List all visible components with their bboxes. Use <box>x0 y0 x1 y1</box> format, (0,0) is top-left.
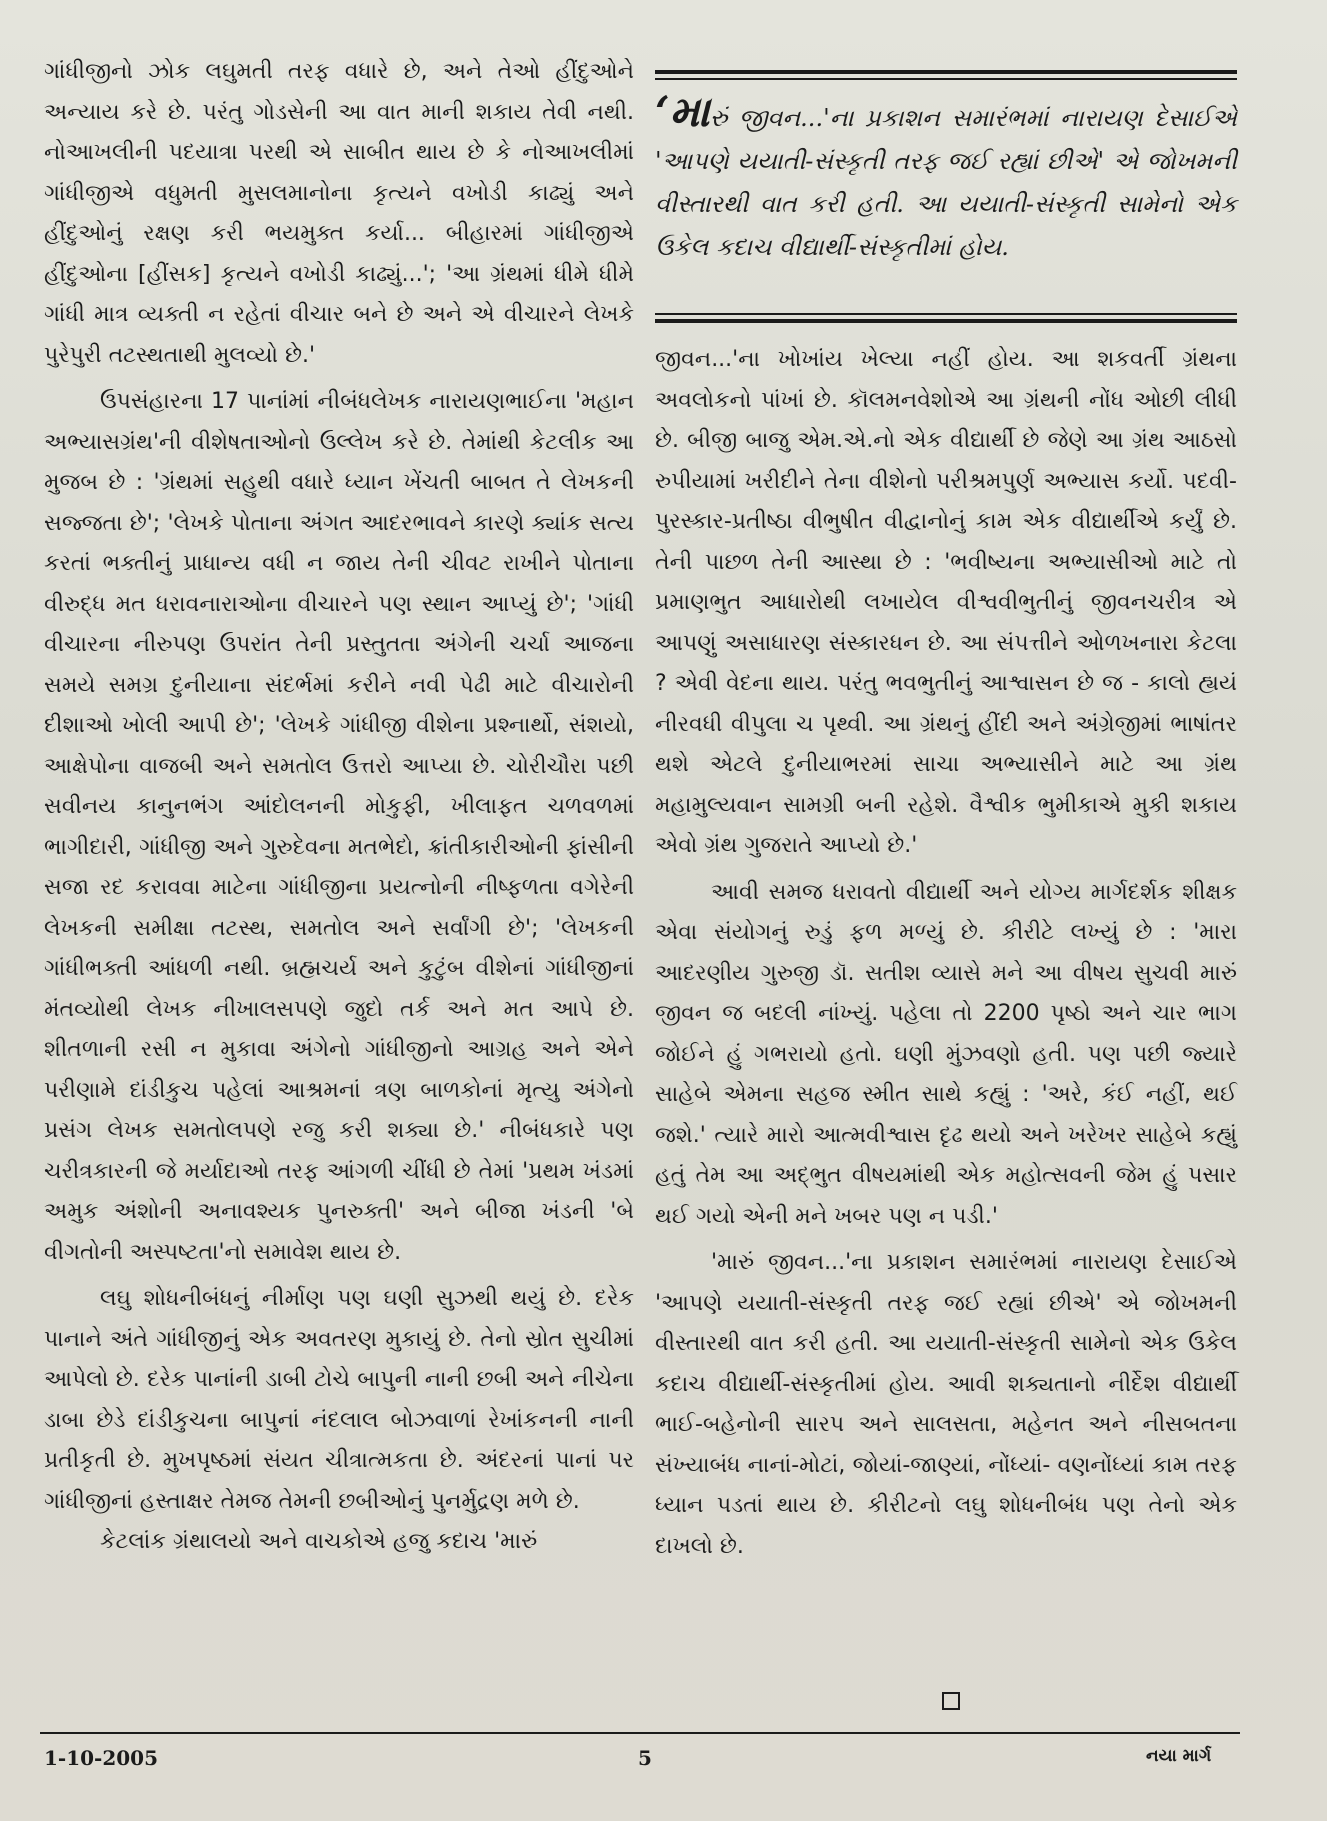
pull-quote-top-rule <box>655 70 1237 74</box>
pull-quote-text <box>655 87 1237 269</box>
pull-quote-bottom-rule-thin <box>655 313 1237 315</box>
publication-name: નયા માર્ગ <box>1146 1746 1212 1766</box>
pull-quote-box <box>655 60 1237 340</box>
right-text-column <box>655 340 1237 1567</box>
pull-quote-body: રું જીવન...'ના પ્રકાશન સમારંભમાં નારાયણ દેસાઈએ 'આપણે યયાતી-સંસ્કૃતી તરફ જઈ રહ્યાં છીએ' એ જોખમની વીસ્તારથી વાત કરી હતી. આ યયાતી-સંસ્કૃતી સામેનો એક ઉકેલ કદાચ વીદ્યાર્થી-સંસ્કૃતીમાં હોય. <box>655 104 1237 261</box>
footer-date: 1-10-2005 <box>44 1746 159 1770</box>
left-text-column <box>44 52 634 1563</box>
right-paragraph-3: 'મારું જીવન...'ના પ્રકાશન સમારંભમાં નારાયણ દેસાઈએ 'આપણે યયાતી-સંસ્કૃતી તરફ જઈ રહ્યાં છીએ' એ જોખમની વીસ્તારથી વાત કરી હતી. આ યયાતી-સંસ્કૃતી સામેનો એક ઉકેલ કદાચ વીદ્યાર્થી-સંસ્કૃતીમાં હોય. આવી શક્યતાનો નીર્દેશ વીદ્યાર્થી ભાઈ-બહેનોની સારપ અને સાલસતા, મહેનત અને નીસબતના સંખ્યાબંધ નાનાં-મોટાં, જોયાં-જાણ્યાં, નોંધ્યાં- વણનોંધ્યાં કામ તરફ ધ્યાન પડતાં થાય છે. કીરીટનો લઘુ શોધનીબંધ પણ તેનો એક દાખલો છે. <box>655 1250 1237 1559</box>
footer-rule <box>40 1732 1240 1734</box>
left-paragraph-4: કેટલાંક ગ્રંથાલયો અને વાચકોએ હજુ કદાચ 'મારું <box>100 1529 538 1554</box>
end-of-article-icon <box>942 1692 960 1710</box>
pull-quote-drop-initial: ‘મા <box>655 87 710 136</box>
page-number: 5 <box>638 1746 652 1770</box>
right-paragraph-1: જીવન...'ના ખોખાંય ખેલ્યા નહીં હોય. આ શકવર્તી ગ્રંથના અવલોકનો પાંખાં છે. કૉલમનવેશોએ આ ગ્રંથની નોંધ ઓછી લીધી છે. બીજી બાજુ એમ.એ.નો એક વીદ્યાર્થી છે જેણે આ ગ્રંથ આઠસો રુપીયામાં ખરીદીને તેના વીશેનો પરીશ્રમપુર્ણ અભ્યાસ કર્યો. પદવી-પુરસ્કાર-પ્રતીષ્ઠા વીભુષીત વીદ્વાનોનું કામ એક વીદ્યાર્થીએ કર્યું છે. તેની પાછળ તેની આસ્થા છે : 'ભવીષ્યના અભ્યાસીઓ માટે તો પ્રમાણભુત આધારોથી લખાયેલ વીશ્વવીભુતીનું જીવનચરીત્ર એ આપણું અસાધારણ સંસ્કારધન છે. આ સંપત્તીને ઓળખનારા કેટલા ? એવી વેદના થાય. પરંતુ ભવભુતીનું આશ્વાસન છે જ - કાલો હ્યયં નીરવધી વીપુલા ચ પૃથ્વી. આ ગ્રંથનું હીંદી અને અંગ્રેજીમાં ભાષાંતર થશે એટલે દુનીયાભરમાં સાચા અભ્યાસીને માટે આ ગ્રંથ મહામુલ્યવાન સામગ્રી બની રહેશે. વૈશ્વીક ભુમીકાએ મુકી શકાય એવો ગ્રંથ ગુજરાતે આપ્યો છે.' <box>655 347 1237 858</box>
left-paragraph-1: ગાંધીજીનો ઝોક લઘુમતી તરફ વધારે છે, અને તેઓ હીંદુઓને અન્યાય કરે છે. પરંતુ ગોડસેની આ વાત માની શકાય તેવી નથી. નોઆખલીની પદયાત્રા પરથી એ સાબીત થાય છે કે નોઆખલીમાં ગાંધીજીએ વધુમતી મુસલમાનોના કૃત્યને વખોડી કાઢ્યું અને હીંદુઓનું રક્ષણ કરી ભયમુક્ત કર્યા... બીહારમાં ગાંધીજીએ હીંદુઓના [હીંસક] કૃત્યને વખોડી કાઢ્યું...'; 'આ ગ્રંથમાં ધીમે ધીમે ગાંધી માત્ર વ્યક્તી ન રહેતાં વીચાર બને છે અને એ વીચારને લેખકે પુરેપુરી તટસ્થતાથી મુલવ્યો છે.' <box>44 59 634 368</box>
pull-quote-top-rule-thin <box>655 78 1237 80</box>
left-paragraph-3: લઘુ શોધનીબંધનું નીર્માણ પણ ઘણી સુઝથી થયું છે. દરેક પાનાને અંતે ગાંધીજીનું એક અવતરણ મુકાયું છે. તેનો સ્રોત સુચીમાં આપેલો છે. દરેક પાનાંની ડાબી ટોચે બાપુની નાની છબી અને નીચેના ડાબા છેડે દાંડીકુચના બાપુનાં નંદલાલ બોઝવાળાં રેખાંકનની નાની પ્રતીકૃતી છે. મુખપૃષ્ઠમાં સંયત ચીત્રાત્મકતા છે. અંદરનાં પાનાં પર ગાંધીજીનાં હસ્તાક્ષર તેમજ તેમની છબીઓનું પુનર્મુદ્રણ મળે છે. <box>44 1286 634 1514</box>
right-paragraph-2: આવી સમજ ધરાવતો વીદ્યાર્થી અને યોગ્ય માર્ગદર્શક શીક્ષક એવા સંયોગનું રુડું ફળ મળ્યું છે. કીરીટે લખ્યું છે : 'મારા આદરણીય ગુરુજી ડૉ. સતીશ વ્યાસે મને આ વીષય સુચવી મારું જીવન જ બદલી નાંખ્યું. પહેલા તો 2200 પૃષ્ઠો અને ચાર ભાગ જોઈને હું ગભરાયો હતો. ઘણી મુંઝવણો હતી. પણ પછી જ્યારે સાહેબે એમના સહજ સ્મીત સાથે કહ્યું : 'અરે, કંઈ નહીં, થઈ જશે.' ત્યારે મારો આત્મવીશ્વાસ દૃઢ થયો અને ખરેખર સાહેબે કહ્યું હતું તેમ આ અદ્ભુત વીષયમાંથી એક મહોત્સવની જેમ હું પસાર થઈ ગયો એની મને ખબર પણ ન પડી.' <box>655 879 1237 1229</box>
left-paragraph-2: ઉપસંહારના 17 પાનાંમાં નીબંધલેખક નારાયણભાઈના 'મહાન અભ્યાસગ્રંથ'ની વીશેષતાઓનો ઉલ્લેખ કરે છે. તેમાંથી કેટલીક આ મુજબ છે : 'ગ્રંથમાં સહુથી વધારે ધ્યાન ખેંચતી બાબત તે લેખકની સજ્જતા છે'; 'લેખકે પોતાના અંગત આદરભાવને કારણે ક્યાંક સત્ય કરતાં ભક્તીનું પ્રાધાન્ય વધી ન જાય તેની ચીવટ રાખીને પોતાના વીરુદ્ધ મત ધરાવનારાઓના વીચારને પણ સ્થાન આપ્યું છે'; 'ગાંધી વીચારના નીરુપણ ઉપરાંત તેની પ્રસ્તુતતા અંગેની ચર્ચા આજના સમયે સમગ્ર દુનીયાના સંદર્ભમાં કરીને નવી પેઢી માટે વીચારોની દીશાઓ ખોલી આપી છે'; 'લેખકે ગાંધીજી વીશેના પ્રશ્નાર્થો, સંશયો, આક્ષેપોના વાજબી અને સમતોલ ઉત્તરો આપ્યા છે. ચોરીચૌરા પછી સવીનય કાનુનભંગ આંદોલનની મોકુફી, ખીલાફત ચળવળમાં ભાગીદારી, ગાંધીજી અને ગુરુદેવના મતભેદો, ક્રાંતીકારીઓની ફાંસીની સજા રદ કરાવવા માટેના ગાંધીજીના પ્રયત્નોની નીષ્ફળતા વગેરેની લેખકની સમીક્ષા તટસ્થ, સમતોલ અને સર્વાંગી છે'; 'લેખકની ગાંધીભક્તી આંધળી નથી. બ્રહ્મચર્ય અને કુટુંબ વીશેનાં ગાંધીજીનાં મંતવ્યોથી લેખક નીખાલસપણે જુદો તર્ક અને મત આપે છે. શીતળાની રસી ન મુકાવા અંગેનો ગાંધીજીનો આગ્રહ અને એને પરીણામે દાંડીકુચ પહેલાં આશ્રમનાં ત્રણ બાળકોનાં મૃત્યુ અંગેનો પ્રસંગ લેખક સમતોલપણે રજુ કરી શક્યા છે.' નીબંધકારે પણ ચરીત્રકારની જે મર્યાદાઓ તરફ આંગળી ચીંધી છે તેમાં 'પ્રથમ ખંડમાં અમુક અંશોની અનાવશ્યક પુનરુક્તી' અને બીજા ખંડની 'બે વીગતોની અસ્પષ્ટતા'નો સમાવેશ થાય છે. <box>44 389 634 1265</box>
pull-quote-bottom-rule <box>655 319 1237 323</box>
